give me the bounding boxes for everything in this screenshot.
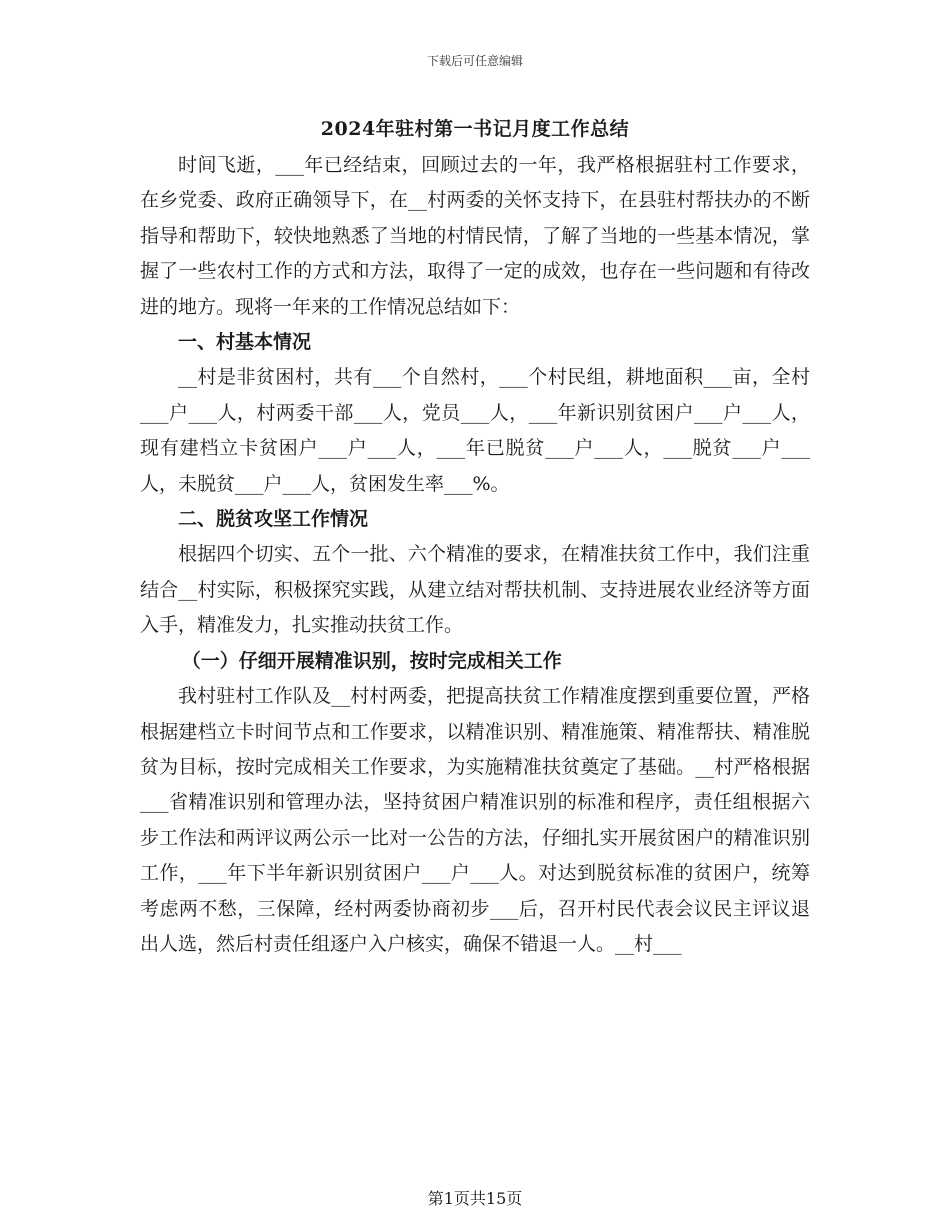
- page-footer: 第1页共15页: [427, 1189, 523, 1208]
- paragraph-basic-info: __村是非贫困村，共有___个自然村，___个村民组，耕地面积___亩，全村___户___人，村两委干部___人，党员___人，___年新识别贫困户___户___人，现有建档立卡贫困户___户___人，___年已脱贫___户___人，___脱贫___户___人，未脱贫___户___人，贫困发生率___%。: [140, 366, 810, 495]
- paragraph-intro: 时间飞逝，___年已经结束，回顾过去的一年，我严格根据驻村工作要求，在乡党委、政府正确领导下，在__村两委的关怀支持下，在县驻村帮扶办的不断指导和帮助下，较快地熟悉了当地的村情民情，了解了当地的一些基本情况，掌握了一些农村工作的方式和方法，取得了一定的成效，也存在一些问题和有待改进的地方。现将一年来的工作情况总结如下：: [140, 154, 810, 318]
- paragraph-identification: 我村驻村工作队及__村村两委，把提高扶贫工作精准度摆到重要位置，严格根据建档立卡时间节点和工作要求，以精准识别、精准施策、精准帮扶、精准脱贫为目标，按时完成相关工作要求，为实施精准扶贫奠定了基础。__村严格根据___省精准识别和管理办法，坚持贫困户精准识别的标准和程序，责任组根据六步工作法和两评议两公示一比对一公告的方法，仔细扎实开展贫困户的精准识别工作，___年下半年新识别贫困户___户___人。对达到脱贫标准的贫困户，统筹考虑两不愁，三保障，经村两委协商初步___后，召开村民代表会议民主评议退出人选，然后村责任组逐户入户核实，确保不错退一人。__村___: [140, 685, 810, 955]
- document-title: 2024年驻村第一书记月度工作总结: [320, 118, 630, 140]
- document-body: [140, 148, 810, 962]
- header-note: 下载后可任意编辑: [426, 54, 523, 68]
- subsection-heading-identification: （一）仔细开展精准识别，按时完成相关工作: [181, 649, 562, 672]
- section-heading-poverty-work: 二、脱贫攻坚工作情况: [178, 508, 369, 531]
- paragraph-poverty-work: 根据四个切实、五个一批、六个精准的要求，在精准扶贫工作中，我们注重结合__村实际，积极探究实践，从建立结对帮扶机制、支持进展农业经济等方面入手，精准发力，扎实推动扶贫工作。: [140, 543, 810, 637]
- section-heading-basic-info: 一、村基本情况: [178, 331, 312, 354]
